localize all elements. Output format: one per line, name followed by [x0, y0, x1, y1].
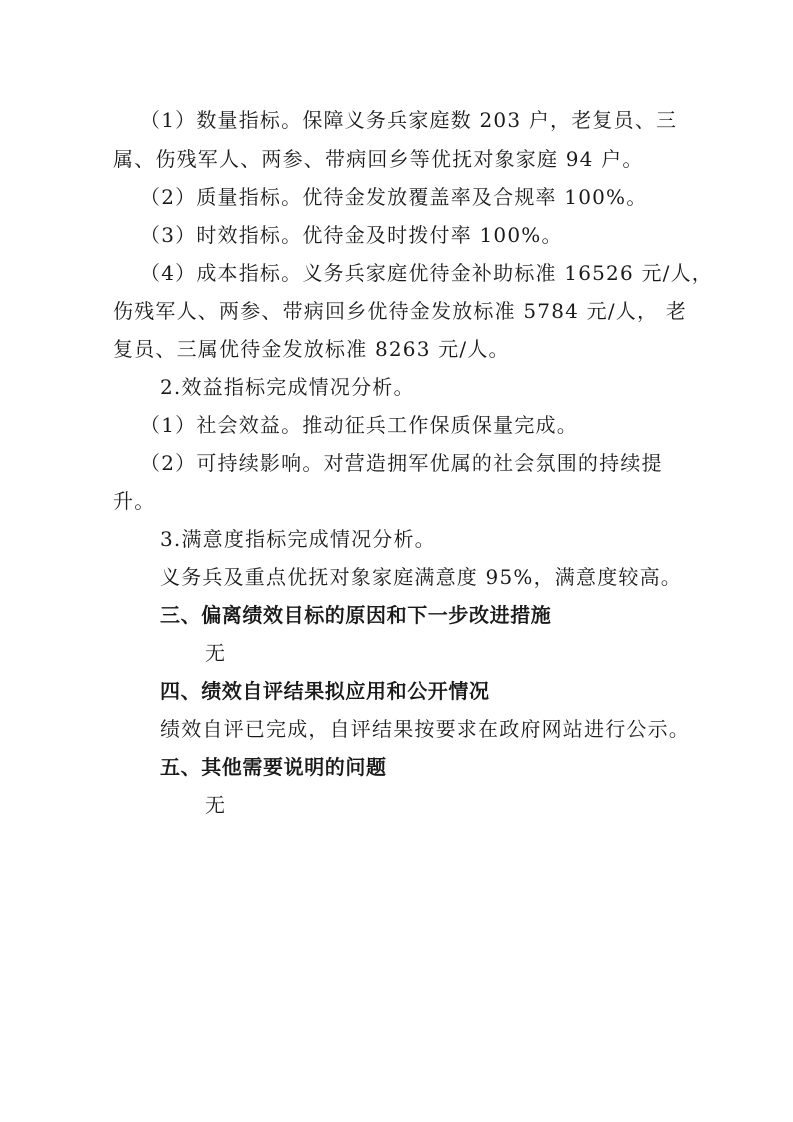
- section-3-heading: 三、偏离绩效目标的原因和下一步改进措施: [160, 603, 552, 627]
- social-benefit-line: （1）社会效益。推动征兵工作保质保量完成。: [140, 413, 578, 437]
- timeliness-indicator-line: （3）时效指标。优待金及时拨付率 100%。: [140, 223, 563, 247]
- section-5-body: 无: [205, 793, 227, 817]
- satisfaction-line: 义务兵及重点优抚对象家庭满意度 95%，满意度较高。: [160, 565, 683, 589]
- sustainable-impact-line-2: 升。: [113, 489, 156, 513]
- section-3-body: 无: [205, 641, 227, 665]
- quality-indicator-line: （2）质量指标。优待金发放覆盖率及合规率 100%。: [140, 185, 648, 209]
- cost-indicator-line-3: 复员、三属优待金发放标准 8263 元/人。: [113, 337, 510, 361]
- cost-indicator-line-1: （4）成本指标。义务兵家庭优待金补助标准 16526 元/人，: [140, 261, 714, 285]
- sustainable-impact-line-1: （2）可持续影响。对营造拥军优属的社会氛围的持续提: [140, 451, 663, 475]
- cost-indicator-line-2: 伤残军人、两参、带病回乡优待金发放标准 5784 元/人， 老: [113, 299, 687, 323]
- section-4-body: 绩效自评已完成，自评结果按要求在政府网站进行公示。: [160, 717, 690, 741]
- benefit-indicator-heading: 2.效益指标完成情况分析。: [160, 375, 415, 399]
- satisfaction-indicator-heading: 3.满意度指标完成情况分析。: [160, 527, 436, 551]
- section-4-heading: 四、绩效自评结果拟应用和公开情况: [160, 679, 490, 703]
- quantity-indicator-line-2: 属、伤残军人、两参、带病回乡等优抚对象家庭 94 户。: [113, 147, 644, 171]
- quantity-indicator-line-1: （1）数量指标。保障义务兵家庭数 203 户，老复员、三: [140, 108, 678, 132]
- section-5-heading: 五、其他需要说明的问题: [160, 755, 387, 779]
